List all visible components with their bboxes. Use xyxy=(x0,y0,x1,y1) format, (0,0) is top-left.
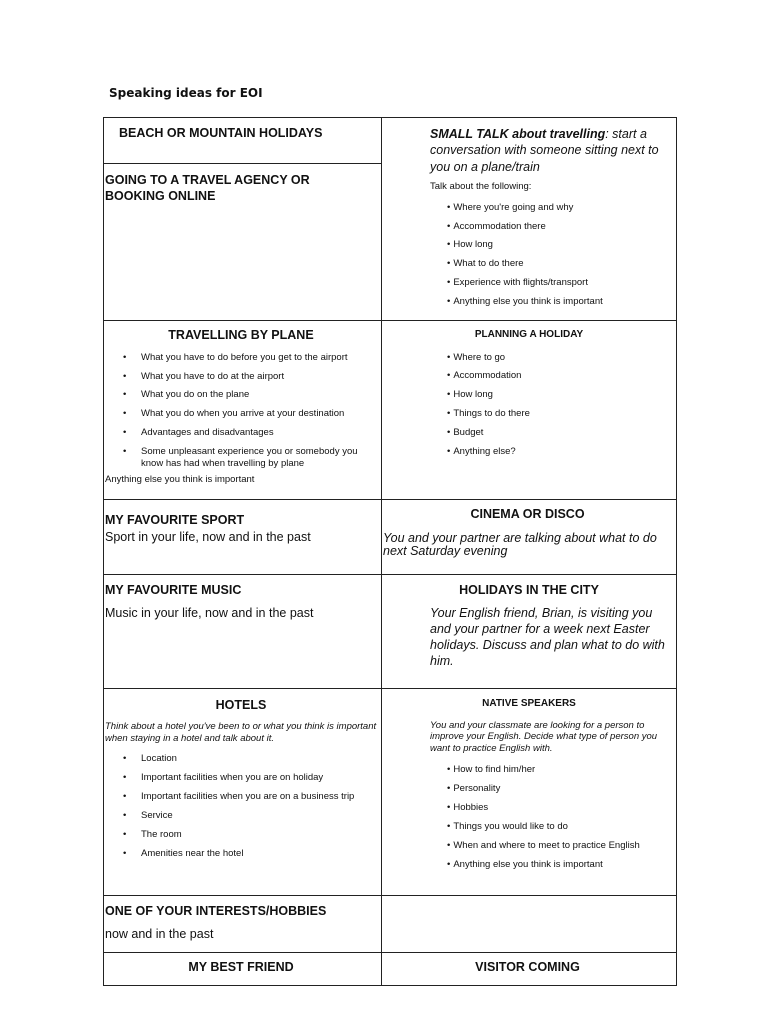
cell-best-friend xyxy=(104,953,382,986)
table-row xyxy=(104,575,677,689)
list-item: • How to find him/her xyxy=(447,764,668,776)
small-talk-list xyxy=(430,202,668,308)
list-item: • Amenities near the hotel xyxy=(141,848,377,860)
list-item: • Accommodation there xyxy=(447,221,668,233)
list-item: • Anything else you think is important xyxy=(447,859,668,871)
plane-list xyxy=(105,352,377,470)
list-item: • Service xyxy=(141,810,377,822)
cell-sport xyxy=(104,500,382,575)
cell-plane xyxy=(104,321,382,500)
agency-cell xyxy=(104,164,381,204)
list-item: • Hobbies xyxy=(447,802,668,814)
cell-empty xyxy=(382,896,677,953)
interests-title: ONE OF YOUR INTERESTS/HOBBIES xyxy=(105,904,327,918)
list-item: • Important facilities when you are on holiday xyxy=(141,772,377,784)
small-talk-title-bold: SMALL TALK about travelling xyxy=(430,127,606,141)
native-title: NATIVE SPEAKERS xyxy=(482,698,576,709)
list-item: • Things you would like to do xyxy=(447,821,668,833)
list-item: • What you do on the plane xyxy=(141,389,377,401)
list-item: • How long xyxy=(447,239,668,251)
visitor-title: VISITOR COMING xyxy=(475,960,580,974)
small-talk-intro: Talk about the following: xyxy=(430,180,532,192)
list-item: • Location xyxy=(141,753,377,765)
sport-title: MY FAVOURITE SPORT xyxy=(105,513,245,527)
city-title: HOLIDAYS IN THE CITY xyxy=(459,583,599,597)
table-row xyxy=(104,689,677,896)
native-intro: You and your classmate are looking for a person to improve your English. Decide what type of person you want to practice English with. xyxy=(430,719,658,755)
hotels-intro: Think about a hotel you've been to or what you think is important when staying in a hotel and talk about it. xyxy=(105,720,377,744)
agency-title: GOING TO A TRAVEL AGENCY OR BOOKING ONLINE xyxy=(105,173,310,203)
sport-desc: Sport in your life, now and in the past xyxy=(105,529,311,544)
best-friend-title: MY BEST FRIEND xyxy=(188,960,294,974)
list-item: • Personality xyxy=(447,783,668,795)
list-item: • What you have to do at the airport xyxy=(141,371,377,383)
music-desc: Music in your life, now and in the past xyxy=(105,605,314,620)
table-row xyxy=(104,953,677,986)
cinema-title: CINEMA OR DISCO xyxy=(470,507,585,521)
plane-footer: Anything else you think is important xyxy=(105,473,255,485)
cell-music xyxy=(104,575,382,689)
cell-native xyxy=(382,689,677,896)
city-desc: Your English friend, Brian, is visiting you and your partner for a week next Easter holidays. Discuss and plan what to do with him. xyxy=(430,605,665,669)
list-item: • How long xyxy=(447,389,668,401)
list-item: • Some unpleasant experience you or somebody you know has had when travelling by plane xyxy=(141,446,377,470)
list-item: • When and where to meet to practice English xyxy=(447,840,668,852)
table-row xyxy=(104,896,677,953)
list-item: • What you have to do before you get to the airport xyxy=(141,352,377,364)
list-item: • What to do there xyxy=(447,258,668,270)
list-item: • Anything else? xyxy=(447,446,668,458)
table-row xyxy=(104,500,677,575)
list-item: • Budget xyxy=(447,427,668,439)
cell-visitor xyxy=(382,953,677,986)
native-list xyxy=(430,764,668,870)
cell-planning xyxy=(382,321,677,500)
planning-list xyxy=(430,352,668,458)
interests-desc: now and in the past xyxy=(105,926,214,941)
list-item: • Anything else you think is important xyxy=(447,296,668,308)
cell-cinema xyxy=(382,500,677,575)
small-talk-title-rest: : start a conversation with someone sitting next to you on a plane/train xyxy=(430,127,659,174)
page-title: Speaking ideas for EOI xyxy=(109,86,263,100)
cell-interests xyxy=(104,896,382,953)
topics-table xyxy=(103,117,677,986)
music-title: MY FAVOURITE MUSIC xyxy=(105,583,242,597)
cell-city xyxy=(382,575,677,689)
planning-title: PLANNING A HOLIDAY xyxy=(474,329,584,340)
beach-cell xyxy=(104,118,381,164)
list-item: • What you do when you arrive at your destination xyxy=(141,408,377,420)
hotels-list xyxy=(105,753,377,859)
cell-hotels xyxy=(104,689,382,896)
small-talk-title xyxy=(430,126,668,175)
cinema-desc: You and your partner are talking about what to do next Saturday evening xyxy=(383,530,657,559)
list-item: • Important facilities when you are on a business trip xyxy=(141,791,377,803)
list-item: • Advantages and disadvantages xyxy=(141,427,377,439)
cell-small-talk xyxy=(382,118,677,321)
table-row xyxy=(104,321,677,500)
beach-title: BEACH OR MOUNTAIN HOLIDAYS xyxy=(119,126,323,140)
list-item: • The room xyxy=(141,829,377,841)
list-item: • Where you're going and why xyxy=(447,202,668,214)
table-row xyxy=(104,118,677,321)
list-item: • Things to do there xyxy=(447,408,668,420)
cell-beach-agency xyxy=(104,118,382,321)
hotels-title: HOTELS xyxy=(215,698,267,712)
list-item: • Accommodation xyxy=(447,370,668,382)
list-item: • Experience with flights/transport xyxy=(447,277,668,289)
plane-title: TRAVELLING BY PLANE xyxy=(168,328,314,342)
list-item: • Where to go xyxy=(447,352,668,364)
